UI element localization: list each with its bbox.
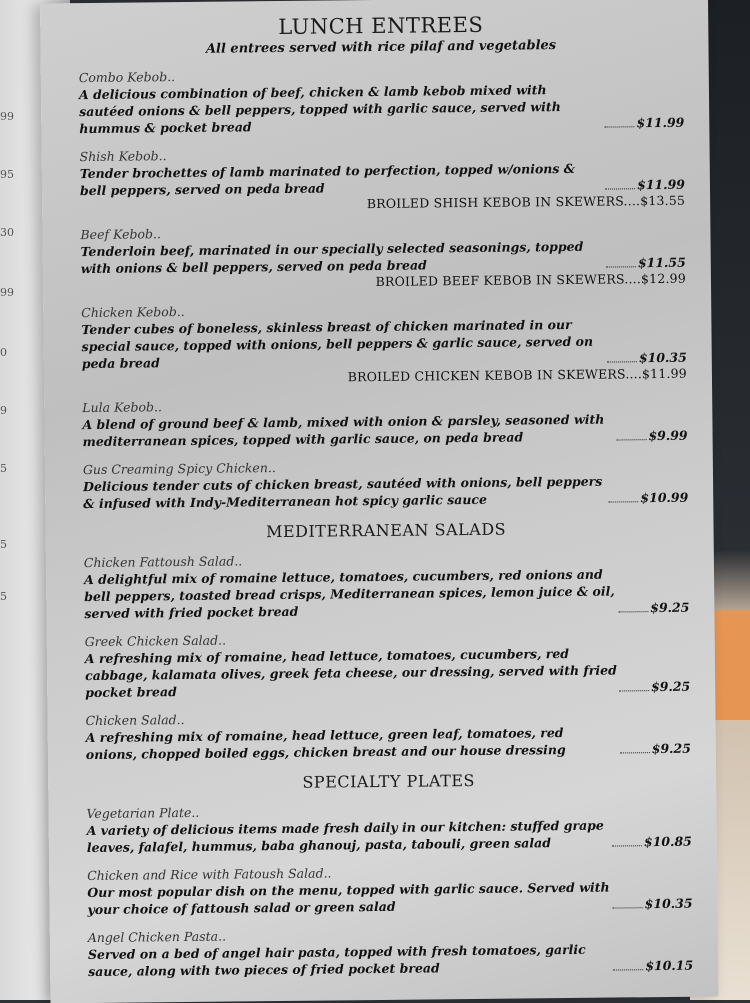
dot-leader bbox=[606, 266, 636, 267]
item-name: Lula Kebob.. bbox=[82, 399, 162, 416]
dot-leader bbox=[605, 188, 635, 189]
item-description: A delicious combination of beef, chicken & lamb kebob mixed with sautéed onions & bell peppers, topped with garlic sauce, served with hummus & pocket bread bbox=[78, 82, 561, 137]
lunch-subtitle: All entrees served with rice pilaf and vegetables bbox=[205, 38, 557, 57]
left-page-fragment: 0 bbox=[0, 346, 7, 359]
item-price: $11.55 bbox=[637, 254, 686, 271]
item-name: Vegetarian Plate.. bbox=[86, 804, 200, 822]
item-name: Gus Creaming Spicy Chicken.. bbox=[82, 460, 276, 478]
item-line bbox=[85, 644, 691, 701]
item-line bbox=[88, 940, 693, 980]
menu-item-chicken-kebob bbox=[81, 299, 687, 388]
left-page-fragment: 30 bbox=[0, 226, 14, 239]
item-description: Delicious tender cuts of chicken breast, sautéed with onions, bell peppers & infused with Indy-Mediterranean hot spicy garlic sauce bbox=[83, 473, 603, 512]
dot-leader bbox=[613, 907, 643, 908]
item-description: Tender brochettes of lamb marinated to perfection, topped w/onions & bell peppers, served on peda bread bbox=[79, 160, 576, 199]
menu-item-angel-pasta bbox=[88, 924, 693, 980]
menu-item-chicken-salad bbox=[85, 707, 690, 763]
item-name: Chicken Fattoush Salad.. bbox=[83, 553, 243, 571]
item-price: $9.25 bbox=[650, 678, 691, 695]
item-description: Tenderloin beef, marinated in our specially selected seasonings, topped with onions & bell peppers, served on peda bread bbox=[80, 238, 584, 277]
menu-item-fattoush-salad bbox=[84, 549, 690, 622]
left-page-fragment: 5 bbox=[0, 538, 7, 551]
menu-item-shish-kebob bbox=[80, 143, 686, 215]
item-name: Beef Kebob.. bbox=[80, 226, 161, 243]
item-name: Angel Chicken Pasta.. bbox=[87, 928, 227, 946]
left-page-fragment: 99 bbox=[0, 110, 14, 123]
menu-page bbox=[40, 0, 718, 1003]
item-name: Chicken Kebob.. bbox=[81, 303, 185, 321]
skewer-option: BROILED SHISH KEBOB IN SKEWERS....$13.55 bbox=[366, 192, 686, 212]
dot-leader bbox=[616, 439, 646, 440]
left-page-fragment: 95 bbox=[0, 168, 14, 181]
dot-leader bbox=[604, 126, 634, 127]
item-description: A refreshing mix of romaine, head lettuce, green leaf, tomatoes, red onions, chopped boiled eggs, chicken breast and our house dressing bbox=[85, 725, 566, 763]
menu-item-beef-kebob bbox=[80, 221, 686, 293]
item-description: A refreshing mix of romaine, head lettuce, tomatoes, cucumbers, red cabbage, kalamata olives, greek feta cheese, our dressing, served with fried pocket bread bbox=[84, 645, 617, 701]
item-description: Served on a bed of angel hair pasta, topped with fresh tomatoes, garlic sauce, along with two pieces of fried pocket bread bbox=[87, 941, 586, 980]
menu-item-vegetarian-plate bbox=[86, 800, 691, 856]
salads-title: MEDITERRANEAN SALADS bbox=[265, 519, 507, 542]
dot-leader bbox=[612, 845, 642, 846]
item-name: Shish Kebob.. bbox=[79, 148, 167, 165]
left-page-fragment: 5 bbox=[0, 590, 7, 603]
dot-leader bbox=[607, 361, 637, 362]
dot-leader bbox=[608, 501, 638, 502]
menu-item-greek-salad bbox=[85, 628, 691, 701]
dot-leader bbox=[613, 969, 643, 970]
menu-item-lula-kebob bbox=[82, 394, 687, 450]
specialty-title: SPECIALTY PLATES bbox=[302, 770, 476, 792]
skewer-option: BROILED BEEF KEBOB IN SKEWERS....$12.99 bbox=[375, 270, 687, 289]
item-price: $10.99 bbox=[640, 489, 689, 506]
item-line bbox=[84, 565, 690, 622]
item-description: Our most popular dish on the menu, topped with garlic sauce. Served with your choice of fattoush salad or green salad bbox=[87, 879, 610, 918]
item-line bbox=[81, 315, 687, 372]
item-line bbox=[87, 878, 692, 918]
item-price: $11.99 bbox=[637, 176, 686, 193]
menu-item-combo-kebob bbox=[79, 64, 685, 137]
left-page-fragment: 5 bbox=[0, 462, 7, 475]
item-name: Greek Chicken Salad.. bbox=[84, 632, 227, 650]
skewer-option: BROILED CHICKEN KEBOB IN SKEWERS....$11.99 bbox=[347, 365, 688, 385]
item-price: $10.15 bbox=[645, 957, 694, 974]
dot-leader bbox=[618, 611, 648, 612]
item-line bbox=[86, 723, 691, 763]
dot-leader bbox=[620, 752, 650, 753]
dot-leader bbox=[619, 690, 649, 691]
menu-content bbox=[78, 5, 693, 992]
menu-item-spicy-chicken bbox=[83, 456, 688, 512]
left-page-fragment: 9 bbox=[0, 404, 7, 417]
item-price: $10.35 bbox=[644, 895, 693, 912]
lunch-title: LUNCH ENTREES bbox=[278, 12, 484, 40]
item-price: $9.25 bbox=[650, 599, 690, 616]
item-price: $11.99 bbox=[636, 114, 685, 131]
left-page-fragment: 99 bbox=[0, 286, 14, 299]
item-price: $10.35 bbox=[638, 349, 687, 366]
item-price: $9.99 bbox=[648, 427, 688, 444]
item-line bbox=[79, 80, 685, 137]
item-description: Tender cubes of boneless, skinless breast of chicken marinated in our special sauce, topped with onions, bell peppers & garlic sauce, served on peda bread bbox=[81, 316, 594, 372]
item-line bbox=[87, 816, 692, 856]
item-line bbox=[82, 410, 687, 450]
item-description: A delightful mix of romaine lettuce, tomatoes, cucumbers, red onions and bell peppers, toasted bread crisps, Mediterranean spices, lemon juice & oil, served with fried pocket bread bbox=[83, 566, 615, 622]
menu-item-chicken-rice bbox=[87, 862, 692, 918]
item-name: Chicken and Rice with Fatoush Salad.. bbox=[87, 865, 332, 884]
orange-object bbox=[710, 610, 750, 720]
item-line bbox=[83, 472, 688, 512]
item-description: A variety of delicious items made fresh daily in our kitchen: stuffed grape leaves, falafel, hummus, baba ghanouj, pasta, tabouli, green salad bbox=[86, 817, 604, 856]
item-price: $9.25 bbox=[651, 740, 691, 757]
item-description: A blend of ground beef & lamb, mixed with onion & parsley, seasoned with mediterranean spices, topped with garlic sauce, on peda bread bbox=[82, 411, 605, 450]
item-price: $10.85 bbox=[643, 833, 692, 850]
item-name: Combo Kebob.. bbox=[78, 69, 176, 86]
item-name: Chicken Salad.. bbox=[85, 712, 185, 729]
